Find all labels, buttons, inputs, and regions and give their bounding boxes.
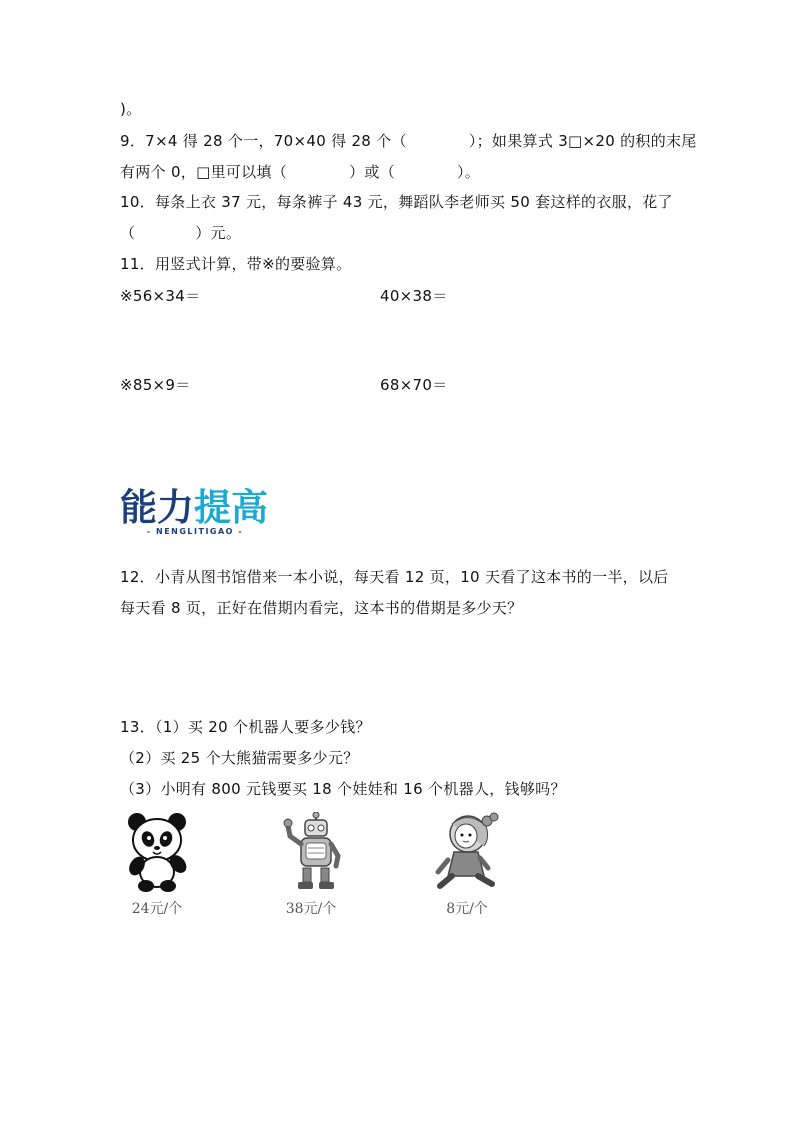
section-heading-part2: 提高 <box>194 486 268 529</box>
q10-line2 <box>120 222 241 243</box>
q9-line2 <box>120 161 480 182</box>
q12-line2: 每天看 8 页，正好在借期内看完，这本书的借期是多少天？ <box>120 599 523 617</box>
q13-line3: （3）小明有 800 元钱要买 18 个娃娃和 16 个机器人，钱够吗？ <box>120 780 566 798</box>
doll-price: 8元/个 <box>446 901 488 917</box>
q10-line1: 10．每条上衣 37 元，每条裤子 43 元，舞蹈队李老师买 50 套这样的衣服，花了 <box>120 193 673 211</box>
q9-line1 <box>120 130 697 151</box>
section-heading <box>120 488 270 536</box>
robot-figure <box>272 812 350 918</box>
section-heading-title <box>120 488 270 528</box>
q11-problem-2: 40×38＝ <box>380 287 448 305</box>
robot-icon <box>278 812 344 892</box>
q9-line2-b: ）或（ <box>349 163 395 181</box>
q11-title: 11．用竖式计算，带※的要验算。 <box>120 255 352 273</box>
q11-problem-3: ※85×9＝ <box>120 376 191 394</box>
q9-line1-b: ）；如果算式 3□×20 的积的末尾 <box>468 132 697 150</box>
robot-price: 38元/个 <box>285 901 337 917</box>
q11-problem-4: 68×70＝ <box>380 376 448 394</box>
q13-line2: （2）买 25 个大熊猫需要多少元？ <box>120 749 359 767</box>
panda-icon <box>124 812 190 892</box>
q11-problem-1: ※56×34＝ <box>120 287 201 305</box>
doll-icon <box>432 812 502 892</box>
q10-line2-a: （ <box>120 224 136 242</box>
q8-tail: )。 <box>120 100 142 118</box>
section-heading-part1: 能力 <box>120 486 194 529</box>
section-heading-subtitle: - NENGLITIGAO - <box>146 527 244 536</box>
q12-line1: 12．小青从图书馆借来一本小说，每天看 12 页，10 天看了这本书的一半，以后 <box>120 568 669 586</box>
q9-line1-a: 9．7×4 得 28 个一，70×40 得 28 个（ <box>120 132 407 150</box>
q9-line2-a: 有两个 0，□里可以填（ <box>120 163 288 181</box>
q9-line2-c: ）。 <box>457 163 481 181</box>
doll-figure <box>428 812 506 918</box>
q13-line1: 13．（1）买 20 个机器人要多少钱？ <box>120 718 371 736</box>
panda-price: 24元/个 <box>131 901 183 917</box>
q10-line2-b: ）元。 <box>195 224 242 242</box>
panda-figure <box>118 812 196 918</box>
